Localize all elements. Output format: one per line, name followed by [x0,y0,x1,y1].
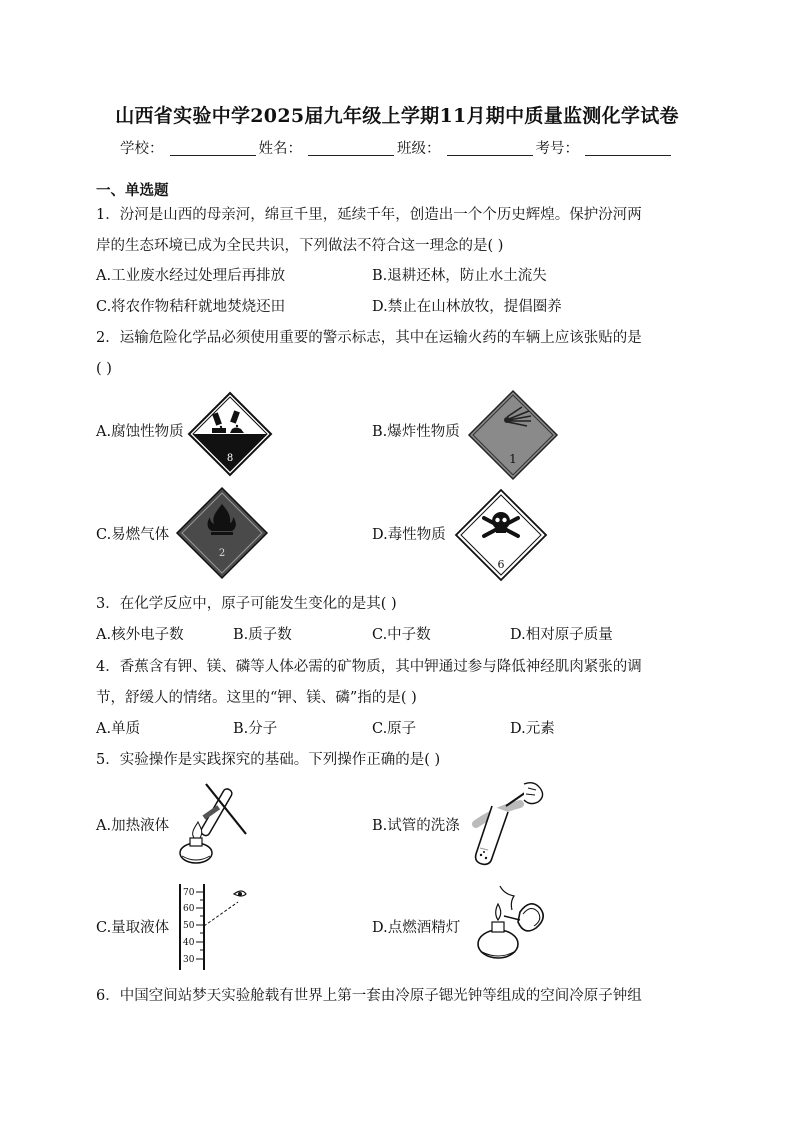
explosive-sign-icon [467,389,559,481]
q4-stem-line1: 4．香蕉含有钾、镁、磷等人体必需的矿物质，其中钾通过参与降低神经肌肉紧张的调 [96,659,642,675]
heating-liquid-icon [172,780,254,870]
flammable-class-number: 2 [218,548,226,559]
q2-option-b[interactable]: B.爆炸性物质 [372,424,460,440]
lighting-alcohol-lamp-icon [468,882,554,972]
cylinder-tick-70: 70 [183,888,195,898]
class-label: 班级： [397,141,441,157]
q1-stem-line1: 1．汾河是山西的母亲河，绵亘千里，延续千年，创造出一个个历史辉煌。保护汾河两 [96,207,642,223]
number-blank[interactable] [585,141,671,156]
q6-stem-line1: 6．中国空间站梦天实验舱载有世界上第一套由冷原子锶光钟等组成的空间冷原子钟组 [96,988,642,1004]
name-label: 姓名： [258,141,302,157]
test-tube-washing-icon [462,778,554,870]
q5-option-b[interactable]: B.试管的洗涤 [372,818,460,834]
q2-option-c[interactable]: C.易燃气体 [96,527,170,543]
q5-option-a[interactable]: A.加热液体 [96,818,170,834]
q2-option-a[interactable]: A.腐蚀性物质 [96,424,184,440]
q4-option-c[interactable]: C.原子 [372,721,417,737]
q5-option-d[interactable]: D.点燃酒精灯 [372,920,461,936]
q2-stem-line2: ( ) [96,361,112,377]
student-info-line [0,137,794,158]
q5-option-c[interactable]: C.量取液体 [96,920,170,936]
q3-option-c[interactable]: C.中子数 [372,627,431,643]
explosive-class-number: 1 [509,452,517,466]
q4-stem-line2: 节，舒缓人的情绪。这里的“钾、镁、磷”指的是( ) [96,690,417,706]
q2-option-d[interactable]: D.毒性物质 [372,527,446,543]
toxic-sign-icon [454,488,548,582]
name-blank[interactable] [308,141,394,156]
flammable-gas-sign-icon [175,486,269,580]
q5-stem: 5．实验操作是实践探究的基础。下列操作正确的是( ) [96,752,441,768]
cylinder-tick-50: 50 [183,921,195,931]
class-blank[interactable] [447,141,533,156]
q4-option-b[interactable]: B.分子 [233,721,278,737]
q3-option-d[interactable]: D.相对原子质量 [510,627,613,643]
q1-option-c[interactable]: C.将农作物秸秆就地焚烧还田 [96,299,286,315]
cylinder-tick-40: 40 [183,938,195,948]
cylinder-tick-60: 60 [183,904,195,914]
corrosive-class-number: 8 [226,453,234,464]
q4-option-a[interactable]: A.单质 [96,721,141,737]
q3-option-b[interactable]: B.质子数 [233,627,292,643]
q1-option-a[interactable]: A.工业废水经过处理后再排放 [96,268,286,284]
q3-option-a[interactable]: A.核外电子数 [96,627,184,643]
section-title: 一、单选题 [96,182,169,199]
q1-option-b[interactable]: B.退耕还林，防止水土流失 [372,268,547,284]
q1-stem-line2: 岸的生态环境已成为全民共识，下列做法不符合这一理念的是( ) [96,238,504,254]
page-title: 山西省实验中学2025届九年级上学期11月期中质量监测化学试卷 [115,105,679,127]
q3-stem: 3．在化学反应中，原子可能发生变化的是其( ) [96,596,397,612]
school-blank[interactable] [170,141,256,156]
corrosive-sign-icon [187,391,273,477]
number-label: 考号： [535,141,579,157]
q1-option-d[interactable]: D.禁止在山林放牧，提倡圈养 [372,299,562,315]
cylinder-tick-30: 30 [183,955,195,965]
q4-option-d[interactable]: D.元素 [510,721,555,737]
school-label: 学校： [120,141,164,157]
q2-stem-line1: 2．运输危险化学品必须使用重要的警示标志，其中在运输火药的车辆上应该张贴的是 [96,330,642,346]
graduated-cylinder-icon [174,882,256,972]
toxic-class-number: 6 [497,558,505,571]
